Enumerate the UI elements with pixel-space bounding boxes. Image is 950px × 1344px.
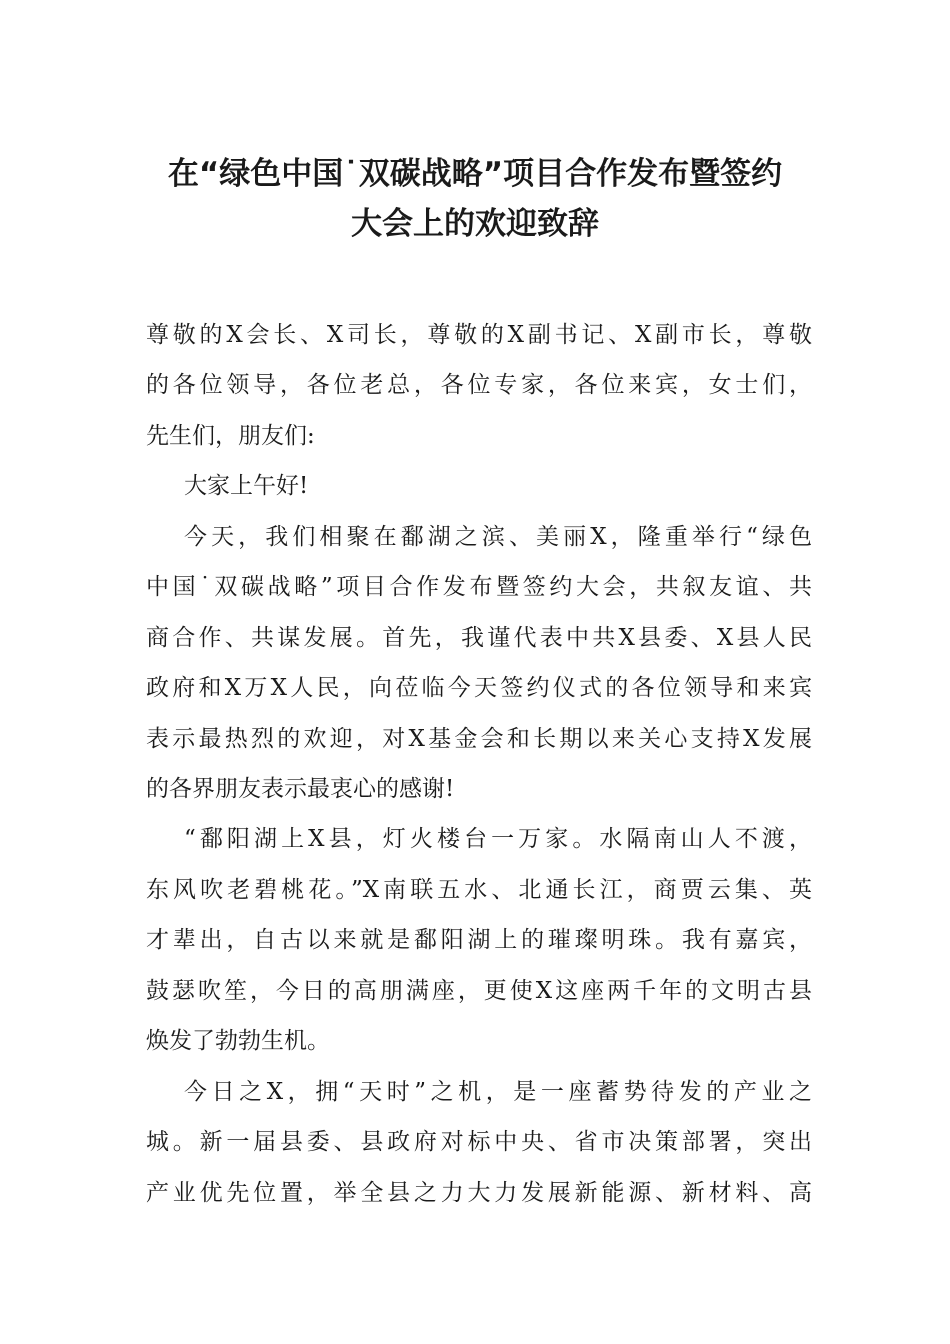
paragraph-line: 中国˙双碳战略”项目合作发布暨签约大会，共叙友谊、共 — [146, 574, 812, 600]
paragraph-line: 政府和X万X人民，向莅临今天签约仪式的各位领导和来宾 — [146, 675, 812, 701]
paragraph-line: 大家上午好! — [184, 473, 309, 499]
paragraph-line: 焕发了勃勃生机。 — [146, 1028, 330, 1054]
paragraph-line: 城。新一届县委、县政府对标中央、省市决策部署，突出 — [146, 1129, 812, 1155]
document-title-line-1: 在“绿色中国˙双碳战略”项目合作发布暨签约 — [167, 156, 783, 192]
paragraph-line: 东风吹老碧桃花。”X南联五水、北通长江，商贾云集、英 — [146, 877, 812, 903]
paragraph-line: 的各界朋友表示最衷心的感谢! — [146, 776, 455, 802]
document-title-line-2: 大会上的欢迎致辞 — [351, 206, 599, 242]
paragraph-line: 才辈出，自古以来就是鄱阳湖上的璀璨明珠。我有嘉宾， — [146, 927, 812, 953]
paragraph-line: 今天，我们相聚在鄱湖之滨、美丽X，隆重举行“绿色 — [184, 524, 812, 550]
paragraph-line: 商合作、共谋发展。首先，我谨代表中共X县委、X县人民 — [146, 625, 812, 651]
paragraph-line: 尊敬的X会长、X司长，尊敬的X副书记、X副市长，尊敬 — [146, 322, 812, 348]
paragraph-line: 今日之X，拥“天时”之机，是一座蓄势待发的产业之 — [184, 1079, 812, 1105]
paragraph-line: 产业优先位置，举全县之力大力发展新能源、新材料、高 — [146, 1180, 812, 1206]
paragraph-line: 先生们，朋友们: — [146, 423, 315, 449]
paragraph-line: 表示最热烈的欢迎，对X基金会和长期以来关心支持X发展 — [146, 726, 812, 752]
paragraph-line: 鼓瑟吹笙，今日的高朋满座，更使X这座两千年的文明古县 — [146, 978, 812, 1004]
paragraph-line: 的各位领导，各位老总，各位专家，各位来宾，女士们， — [146, 372, 812, 398]
paragraph-line: “鄱阳湖上X县，灯火楼台一万家。水隔南山人不渡， — [184, 826, 812, 852]
